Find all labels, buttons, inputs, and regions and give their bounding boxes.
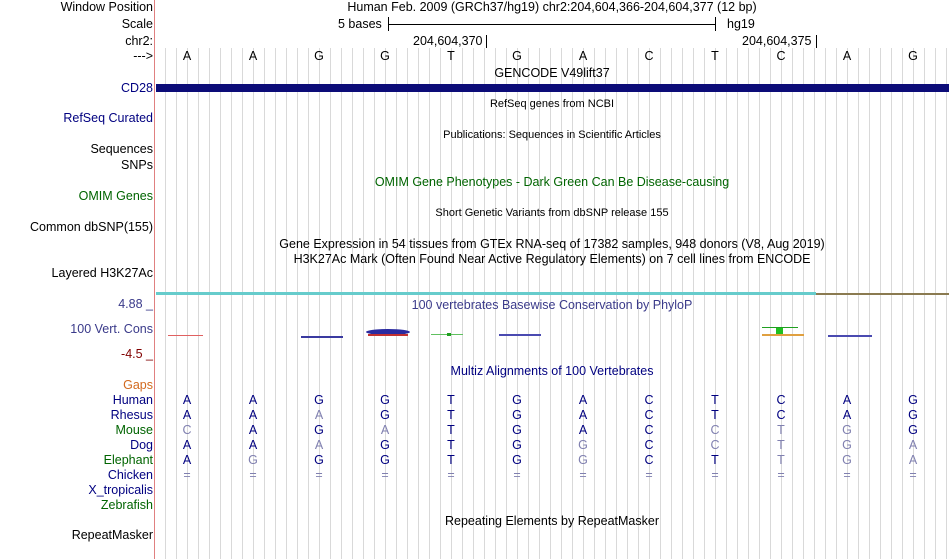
coordinate-tick-2: 204,604,375 xyxy=(742,34,812,48)
aligned-base: G xyxy=(908,423,918,437)
conservation-mark-5b xyxy=(447,333,451,336)
publications-track-title[interactable]: Publications: Sequences in Scientific Articles xyxy=(443,129,661,141)
aligned-base: G xyxy=(380,408,390,422)
gencode-track-title[interactable]: GENCODE V49lift37 xyxy=(494,66,610,80)
scale-bar xyxy=(388,17,716,31)
aligned-base: G xyxy=(842,438,852,452)
aligned-base: = xyxy=(843,468,851,482)
species-sequence-dog xyxy=(0,438,950,453)
dbsnp-track-label[interactable]: Common dbSNP(155) xyxy=(30,220,153,234)
aligned-base: A xyxy=(248,408,258,422)
aligned-base: C xyxy=(644,423,654,437)
refseq-track-label[interactable]: RefSeq Curated xyxy=(63,111,153,125)
aligned-base: = xyxy=(579,468,587,482)
cd28-gene-bar[interactable] xyxy=(156,84,949,92)
aligned-base: A xyxy=(182,408,192,422)
aligned-base: G xyxy=(314,453,324,467)
aligned-base: T xyxy=(777,423,785,437)
aligned-base: C xyxy=(776,408,786,422)
aligned-base: C xyxy=(182,423,192,437)
aligned-base: A xyxy=(380,423,390,437)
aligned-base: G xyxy=(380,438,390,452)
aligned-base: A xyxy=(248,423,258,437)
aligned-base: T xyxy=(447,423,455,437)
aligned-base: A xyxy=(248,438,258,452)
conservation-max-label: 4.88 _ xyxy=(118,297,153,311)
species-sequence-x_tropicalis xyxy=(0,483,950,498)
species-sequence-chicken xyxy=(0,468,950,483)
h3k27ac-track-title[interactable]: H3K27Ac Mark (Often Found Near Active Regulatory Elements) on 7 cell lines from ENCODE xyxy=(293,252,811,266)
conservation-min-label: -4.5 _ xyxy=(121,347,153,361)
aligned-base: C xyxy=(644,438,654,452)
species-sequence-human xyxy=(0,393,950,408)
aligned-base: T xyxy=(447,408,455,422)
cd28-gene-label[interactable]: CD28 xyxy=(121,81,153,95)
aligned-base: A xyxy=(182,453,192,467)
aligned-base: T xyxy=(711,453,719,467)
aligned-base: C xyxy=(710,423,720,437)
aligned-base: T xyxy=(777,453,785,467)
aligned-base: T xyxy=(447,453,455,467)
strand-arrow-label[interactable]: ---> xyxy=(133,49,153,63)
species-sequence-mouse xyxy=(0,423,950,438)
base-letter: C xyxy=(644,49,654,63)
base-letter: C xyxy=(776,49,786,63)
window-position-label: Window Position xyxy=(60,0,153,14)
species-sequence-zebrafish xyxy=(0,498,950,513)
conservation-track-title[interactable]: 100 vertebrates Basewise Conservation by PhyloP xyxy=(411,298,693,312)
aligned-base: G xyxy=(314,393,324,407)
db-label: hg19 xyxy=(727,17,755,31)
aligned-base: T xyxy=(777,438,785,452)
aligned-base: C xyxy=(776,393,786,407)
aligned-base: T xyxy=(447,438,455,452)
aligned-base: A xyxy=(578,408,588,422)
repeatmasker-track-label[interactable]: RepeatMasker xyxy=(71,528,153,542)
aligned-base: G xyxy=(578,438,588,452)
aligned-base: C xyxy=(644,408,654,422)
aligned-base: G xyxy=(248,453,258,467)
base-letter: T xyxy=(711,49,719,63)
repeatmasker-track-title[interactable]: Repeating Elements by RepeatMasker xyxy=(444,514,660,528)
aligned-base: = xyxy=(777,468,785,482)
base-letter: G xyxy=(380,49,390,63)
aligned-base: G xyxy=(512,453,522,467)
omim-track-title[interactable]: OMIM Gene Phenotypes - Dark Green Can Be Disease-causing xyxy=(374,175,730,189)
conservation-mark-3 xyxy=(301,336,343,338)
omim-track-label[interactable]: OMIM Genes xyxy=(78,189,153,203)
aligned-base: A xyxy=(908,453,918,467)
base-sequence-row xyxy=(0,49,950,64)
aligned-base: T xyxy=(447,393,455,407)
aligned-base: G xyxy=(512,408,522,422)
coordinate-tick-1: 204,604,370 xyxy=(413,34,483,48)
conservation-mark-4b xyxy=(368,334,408,336)
assembly-position-title: Human Feb. 2009 (GRCh37/hg19) chr2:204,604,366-204,604,377 (12 bp) xyxy=(347,0,757,14)
refseq-track-title[interactable]: RefSeq genes from NCBI xyxy=(489,98,615,110)
base-letter: A xyxy=(248,49,258,63)
scale-label: Scale xyxy=(121,17,153,31)
multiz-track-title[interactable]: Multiz Alignments of 100 Vertebrates xyxy=(450,364,654,378)
aligned-base: G xyxy=(842,453,852,467)
species-label-dog[interactable]: Dog xyxy=(130,438,153,452)
aligned-base: C xyxy=(644,453,654,467)
aligned-base: G xyxy=(908,393,918,407)
aligned-base: = xyxy=(645,468,653,482)
aligned-base: = xyxy=(513,468,521,482)
base-letter: A xyxy=(842,49,852,63)
aligned-base: = xyxy=(381,468,389,482)
conservation-mark-9c xyxy=(762,334,804,336)
aligned-base: A xyxy=(182,438,192,452)
h3k27ac-signal-brown xyxy=(816,293,949,295)
aligned-base: A xyxy=(314,408,324,422)
base-letter: G xyxy=(908,49,918,63)
aligned-base: A xyxy=(842,393,852,407)
conservation-mark-9b xyxy=(776,328,783,334)
conservation-mark-9 xyxy=(762,327,798,328)
aligned-base: A xyxy=(578,423,588,437)
aligned-base: = xyxy=(249,468,257,482)
aligned-base: G xyxy=(512,393,522,407)
aligned-base: G xyxy=(842,423,852,437)
h3k27ac-signal-teal xyxy=(156,292,816,295)
base-letter: G xyxy=(512,49,522,63)
aligned-base: G xyxy=(380,393,390,407)
aligned-base: T xyxy=(711,408,719,422)
snps-track-label[interactable]: SNPs xyxy=(121,158,153,172)
conservation-logo-graph xyxy=(156,322,950,342)
base-letter: G xyxy=(314,49,324,63)
aligned-base: G xyxy=(314,423,324,437)
base-letter: A xyxy=(578,49,588,63)
aligned-base: G xyxy=(578,453,588,467)
h3k27ac-track-label[interactable]: Layered H3K27Ac xyxy=(51,266,153,280)
dbsnp-track-title[interactable]: Short Genetic Variants from dbSNP release 155 xyxy=(435,207,669,219)
conservation-mark-1 xyxy=(168,335,203,336)
species-sequence-elephant xyxy=(0,453,950,468)
chrom-label: chr2: xyxy=(125,34,153,48)
gaps-track-label[interactable]: Gaps xyxy=(123,378,153,392)
aligned-base: A xyxy=(842,408,852,422)
species-label-x_tropicalis[interactable]: X_tropicalis xyxy=(88,483,153,497)
aligned-base: G xyxy=(512,438,522,452)
aligned-base: G xyxy=(512,423,522,437)
base-letter: T xyxy=(447,49,455,63)
aligned-base: C xyxy=(644,393,654,407)
aligned-base: = xyxy=(711,468,719,482)
species-label-chicken[interactable]: Chicken xyxy=(107,468,153,482)
species-label-zebrafish[interactable]: Zebrafish xyxy=(100,498,153,512)
conservation-mark-6 xyxy=(499,334,541,336)
sequences-track-label[interactable]: Sequences xyxy=(90,142,153,156)
conservation-mark-10 xyxy=(828,335,872,337)
aligned-base: T xyxy=(711,393,719,407)
species-label-elephant[interactable]: Elephant xyxy=(103,453,153,467)
aligned-base: A xyxy=(182,393,192,407)
gtex-track-title[interactable]: Gene Expression in 54 tissues from GTEx RNA-seq of 17382 samples, 948 donors (V8, Aug 2019) xyxy=(279,237,825,251)
scale-text: 5 bases xyxy=(338,17,382,31)
species-sequence-rhesus xyxy=(0,408,950,423)
aligned-base: G xyxy=(380,453,390,467)
aligned-base: A xyxy=(578,393,588,407)
aligned-base: C xyxy=(710,438,720,452)
conservation-track-label[interactable]: 100 Vert. Cons xyxy=(70,322,153,336)
aligned-base: = xyxy=(183,468,191,482)
aligned-base: = xyxy=(315,468,323,482)
species-label-mouse[interactable]: Mouse xyxy=(115,423,153,437)
species-label-rhesus[interactable]: Rhesus xyxy=(110,408,153,422)
coordinate-tick-mark-2 xyxy=(816,35,817,48)
aligned-base: = xyxy=(909,468,917,482)
coordinate-tick-mark-1 xyxy=(486,35,487,48)
base-letter: A xyxy=(182,49,192,63)
aligned-base: = xyxy=(447,468,455,482)
aligned-base: A xyxy=(314,438,324,452)
aligned-base: G xyxy=(908,408,918,422)
aligned-base: A xyxy=(908,438,918,452)
aligned-base: A xyxy=(248,393,258,407)
species-label-human[interactable]: Human xyxy=(112,393,153,407)
